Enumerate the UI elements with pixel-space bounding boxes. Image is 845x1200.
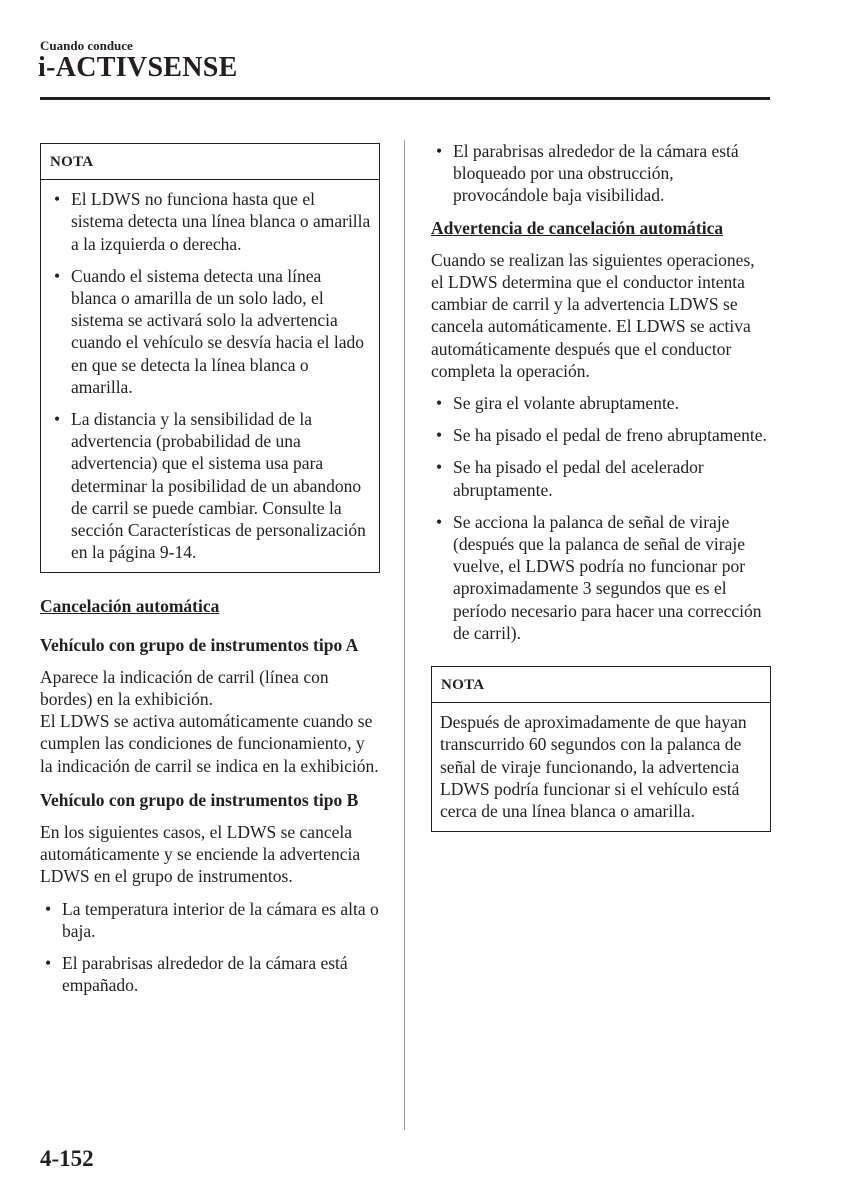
column-divider	[404, 140, 405, 1130]
list-item	[40, 898, 380, 942]
bullet-icon: •	[436, 425, 443, 446]
list-item-text: El parabrisas alrededor de la cámara está empañado.	[62, 953, 348, 996]
list-item-text: Cuando el sistema detecta una línea blanca o amarilla de un solo lado, el sistema se activará solo la advertencia cuando el vehículo se desvía hacia el lado en que se detecta la línea blanca o amarilla.	[71, 265, 365, 397]
list-item	[431, 456, 771, 500]
list-item	[49, 408, 371, 563]
list-item	[431, 511, 771, 644]
nota-list	[49, 188, 371, 563]
bullet-icon: •	[45, 898, 52, 919]
subsection-heading: Advertencia de cancelación automática	[431, 217, 724, 238]
list-item-text: Se acciona la palanca de señal de viraje (después que la palanca de señal de viraje vuelve, el LDWS podría no funcionar por aproximadamente 3 segundos que es el período necesario para hacer una corrección de carril).	[453, 511, 762, 643]
page-number: 4-152	[40, 1146, 94, 1171]
subsection-heading: Cancelación automática	[40, 596, 220, 617]
list-item	[40, 952, 380, 996]
list-item	[431, 424, 771, 446]
paragraph: Cuando se realizan las siguientes operaciones, el LDWS determina que el conductor intenta cambiar de carril y la advertencia LDWS se cancela automáticamente. El LDWS se activa automáticamente después que el conductor completa la operación.	[431, 249, 755, 381]
left-column	[40, 143, 380, 997]
nota-box	[40, 143, 380, 573]
page-title: i-ACTIVSENSE	[38, 52, 238, 83]
subheading: Vehículo con grupo de instrumentos tipo B	[40, 789, 359, 810]
bullet-icon: •	[45, 953, 52, 974]
subheading: Vehículo con grupo de instrumentos tipo A	[40, 634, 359, 655]
right-column	[431, 140, 771, 832]
list-item	[49, 265, 371, 398]
bullet-icon: •	[54, 265, 61, 286]
paragraph: Aparece la indicación de carril (línea con bordes) en la exhibición.	[40, 666, 329, 710]
title-rule	[40, 97, 770, 100]
nota-heading: NOTA	[41, 144, 379, 180]
bullet-icon: •	[436, 511, 443, 532]
bullet-list	[431, 392, 771, 644]
bullet-icon: •	[436, 457, 443, 478]
bullet-icon: •	[436, 141, 443, 161]
nota-body	[41, 180, 379, 572]
list-item-text: La distancia y la sensibilidad de la advertencia (probabilidad de una advertencia) que el sistema usa para determinar la posibilidad de un abandono de carril se puede cambiar. Consulte la sección Características de personalización en la página 9-14.	[71, 409, 366, 563]
list-item	[431, 392, 771, 414]
list-item-text: Se gira el volante abruptamente.	[453, 393, 679, 414]
list-item-text: El LDWS no funciona hasta que el sistema detecta una línea blanca o amarilla a la izquierda o derecha.	[71, 189, 371, 254]
bullet-list	[40, 898, 380, 997]
list-item-text: Se ha pisado el pedal de freno abruptamente.	[453, 425, 767, 446]
list-item-text: Se ha pisado el pedal del acelerador abruptamente.	[453, 457, 704, 500]
nota-box	[431, 666, 771, 832]
list-item	[49, 188, 371, 255]
bullet-icon: •	[54, 409, 61, 430]
list-item-text: El parabrisas alrededor de la cámara está bloqueado por una obstrucción, provocándole baja visibilidad.	[453, 141, 739, 206]
paragraph: El LDWS se activa automáticamente cuando se cumplen las condiciones de funcionamiento, y la indicación de carril se indica en la exhibición.	[40, 711, 379, 776]
nota-body	[432, 703, 770, 831]
bullet-icon: •	[436, 393, 443, 414]
nota-heading: NOTA	[432, 667, 770, 703]
paragraph: Después de aproximadamente de que hayan transcurrido 60 segundos con la palanca de señal de viraje funcionando, la advertencia LDWS podría funcionar si el vehículo está cerca de una línea blanca o amarilla.	[440, 712, 747, 822]
list-item	[431, 140, 771, 207]
section-label: Cuando conduce	[40, 38, 133, 53]
bullet-icon: •	[54, 189, 61, 210]
bullet-list	[431, 140, 771, 207]
paragraph: En los siguientes casos, el LDWS se cancela automáticamente y se enciende la advertencia LDWS en el grupo de instrumentos.	[40, 822, 361, 887]
list-item-text: La temperatura interior de la cámara es alta o baja.	[62, 898, 379, 941]
